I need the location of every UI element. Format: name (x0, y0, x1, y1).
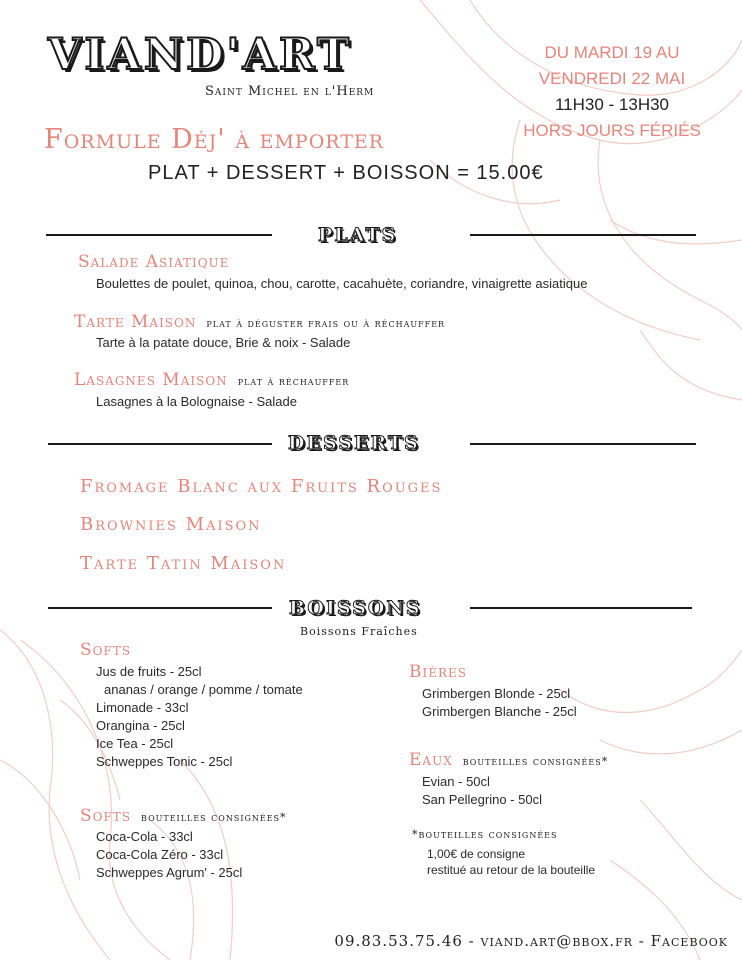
softs-list (96, 663, 303, 771)
consigne-line: 1,00€ de consigne (427, 847, 526, 861)
plat-name: Lasagnes Maison (74, 370, 228, 390)
plats-divider-left (46, 234, 272, 236)
list-item: Coca-Cola Zéro - 33cl (96, 847, 224, 862)
date-info (502, 40, 722, 144)
bieres-list (422, 685, 577, 721)
list-item: Ice Tea - 25cl (96, 736, 174, 751)
footer-contact: 09.83.53.75.46 - viand.art@bbox.fr - Facebook (334, 932, 728, 950)
plat-item (74, 370, 349, 390)
list-item: Coca-Cola - 33cl (96, 829, 193, 844)
eaux-note: bouteilles consignées* (462, 755, 609, 768)
list-item: Schweppes Tonic - 25cl (96, 754, 233, 769)
brand-logo: VIAND'ART (48, 30, 352, 80)
dates-line-1: DU MARDI 19 AU (544, 43, 680, 62)
list-item: Schweppes Agrum' - 25cl (96, 865, 243, 880)
consigne-title: *bouteilles consignées (412, 828, 558, 841)
dessert-item: Tarte Tatin Maison (80, 553, 287, 574)
softs-bottles-heading: Softs (80, 806, 132, 826)
list-item: San Pellegrino - 50cl (422, 792, 542, 807)
plats-heading: PLATS (318, 224, 398, 246)
holidays-note: HORS JOURS FÉRIÉS (523, 121, 701, 140)
plat-note: plat à déguster frais ou à réchauffer (206, 317, 446, 330)
plat-desc: Tarte à la patate douce, Brie & noix - Salade (96, 335, 351, 350)
consigne-line: restitué au retour de la bouteille (427, 863, 596, 877)
plat-item (78, 252, 229, 272)
list-item: Grimbergen Blanche - 25cl (422, 704, 577, 719)
boissons-heading: BOISSONS (289, 597, 422, 619)
list-item: Jus de fruits - 25cl (96, 664, 202, 679)
boissons-divider-right (470, 607, 692, 609)
eaux-heading: Eaux (409, 750, 453, 770)
softs-bottles-heading-row (80, 806, 287, 826)
boissons-divider-left (48, 607, 272, 609)
eaux-list (422, 773, 542, 809)
list-item: ananas / orange / pomme / tomate (104, 682, 303, 697)
boissons-subtitle: Boissons Fraîches (300, 625, 418, 638)
eaux-heading-row (409, 750, 608, 770)
desserts-divider-right (470, 443, 696, 445)
bieres-heading: Bières (409, 662, 468, 682)
softs-bottles-note: bouteilles consignées* (141, 811, 287, 824)
consigne-text (427, 846, 595, 878)
softs-heading: Softs (80, 640, 132, 660)
plat-name: Tarte Maison (74, 312, 197, 332)
brand-subtitle: Saint Michel en l'Herm (205, 84, 375, 99)
plat-name: Salade Asiatique (78, 252, 230, 272)
dessert-item: Brownies Maison (80, 514, 262, 535)
softs-bottles-list (96, 828, 242, 882)
plat-item (74, 312, 445, 332)
dessert-item: Fromage Blanc aux Fruits Rouges (80, 476, 443, 497)
formule-title: Formule Déj' à emporter (44, 124, 385, 155)
plats-divider-right (470, 234, 696, 236)
list-item: Limonade - 33cl (96, 700, 189, 715)
formule-price: PLAT + DESSERT + BOISSON = 15.00€ (148, 162, 544, 184)
list-item: Evian - 50cl (422, 774, 490, 789)
hours: 11H30 - 13H30 (554, 95, 670, 114)
desserts-divider-left (48, 443, 272, 445)
plat-desc: Boulettes de poulet, quinoa, chou, carotte, cacahuète, coriandre, vinaigrette asiatique (96, 276, 588, 291)
desserts-heading: DESSERTS (288, 432, 420, 454)
list-item: Grimbergen Blonde - 25cl (422, 686, 571, 701)
list-item: Orangina - 25cl (96, 718, 185, 733)
plat-note: plat à réchauffer (237, 375, 350, 388)
dates-line-2: VENDREDI 22 MAI (538, 69, 686, 88)
plat-desc: Lasagnes à la Bolognaise - Salade (96, 394, 297, 409)
